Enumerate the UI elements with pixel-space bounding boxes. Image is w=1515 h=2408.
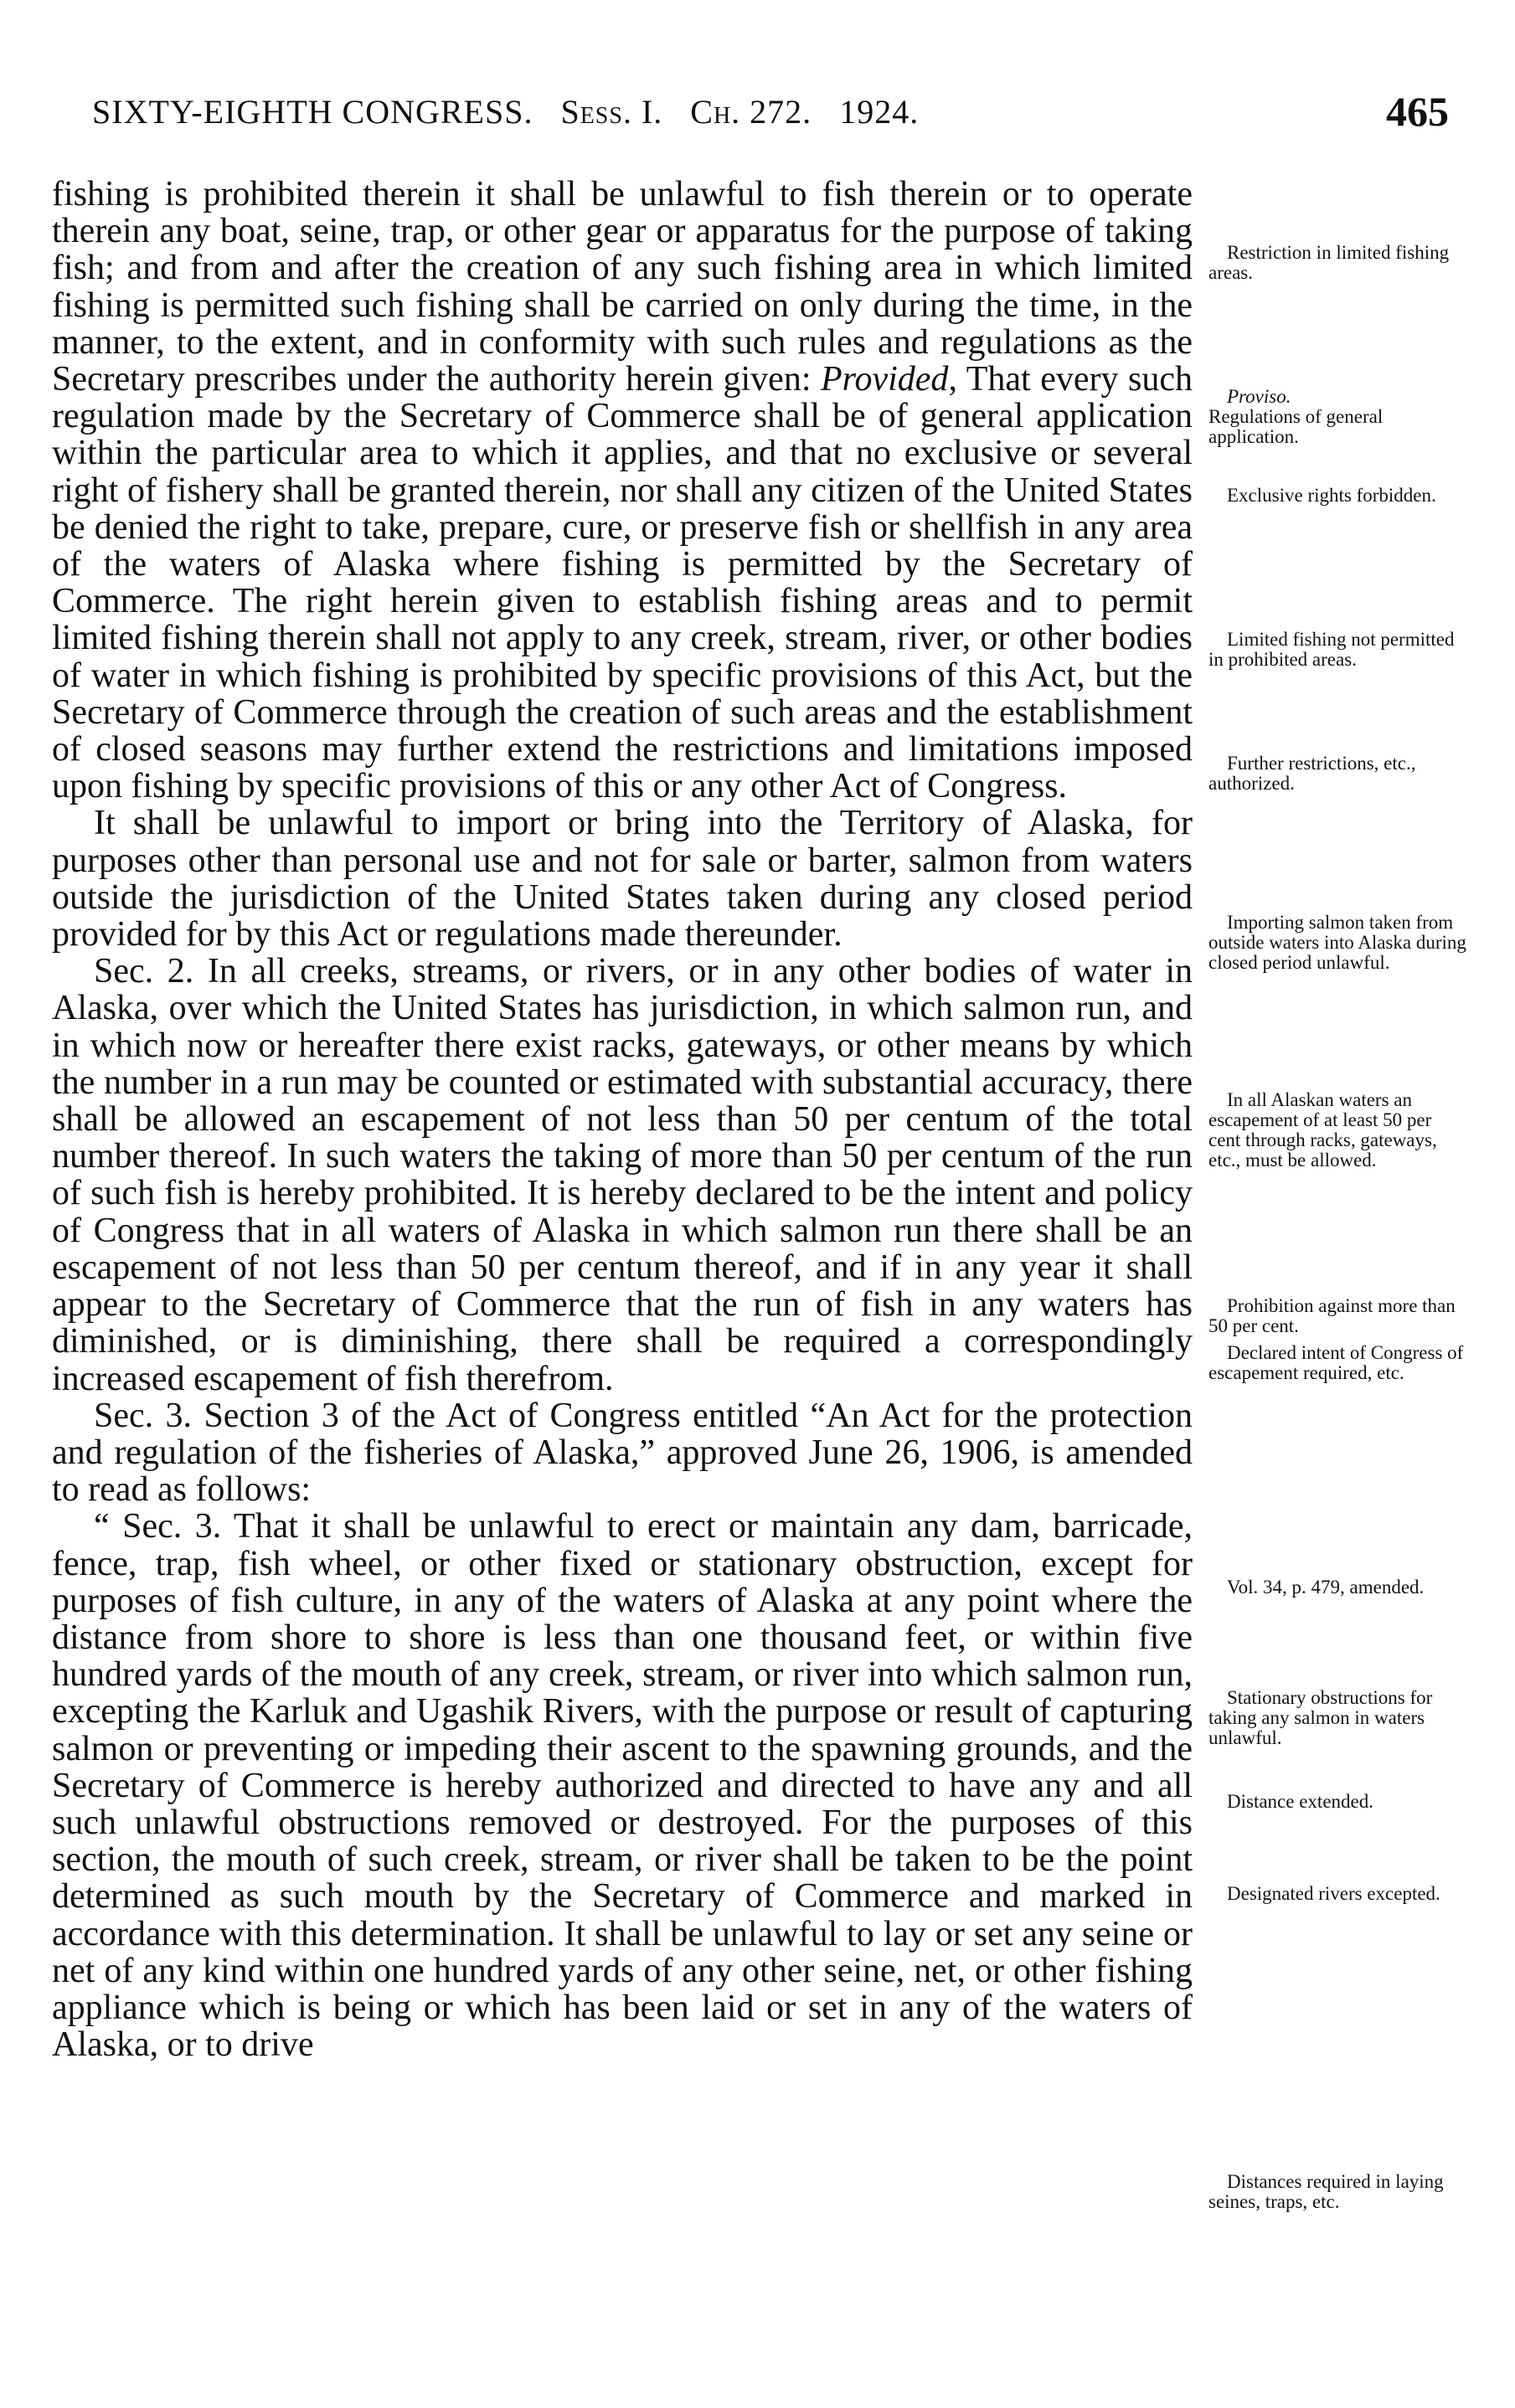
margin-note: Designated rivers excepted. <box>1227 1883 1440 1904</box>
header-citation <box>92 92 937 131</box>
margin-note: Exclusive rights forbidden. <box>1227 485 1436 506</box>
margin-note: Stationary obstructions for taking any salmon in waters unlawful. <box>1208 1687 1433 1748</box>
proviso-note-label: Proviso. <box>1227 386 1291 407</box>
paragraph-continuation <box>52 176 1193 805</box>
margin-note: Distance extended. <box>1227 1791 1373 1812</box>
proviso-label: Provided <box>821 360 949 399</box>
running-header <box>92 88 1449 142</box>
paragraph-sec-3-intro: Sec. 3. Section 3 of the Act of Congress entitled “An Act for the protection and regulation of the fisheries of Alaska,” approved June 26, 1906, is amended to read as follows: <box>52 1396 1193 1510</box>
header-session: Sess. I. <box>560 93 663 131</box>
paragraph-sec-3-amended: “ Sec. 3. That it shall be unlawful to erect or maintain any dam, barricade, fence, trap, fish wheel, or other fixed or stationary obstruction, except for purposes of fish culture, in any of the waters of Alaska at any point where the distance from shore to shore is less than one thousand feet, or within five hundred yards of the mouth of any creek, stream, or river into which salmon run, excepting the Karluk and Ugashik Rivers, with the purpose or result of capturing salmon or preventing or impeding their ascent to the spawning grounds, and the Secretary of Commerce is hereby authorized and directed to have any and all such unlawful obstructions removed or destroyed. For the purposes of this section, the mouth of such creek, stream, or river shall be taken to be the point determined as such mouth by the Secretary of Commerce and marked in accordance with this determination. It shall be unlawful to lay or set any seine or net of any kind within one hundred yards of any other seine, net, or other fishing appliance which is being or which has been laid or set in any of the waters of Alaska, or to drive <box>52 1507 1193 2065</box>
margin-note: Importing salmon taken from outside waters into Alaska during closed period unlawful. <box>1208 912 1466 973</box>
margin-note: In all Alaskan waters an escapement of at least 50 per cent through racks, gateways, etc., must be allowed. <box>1208 1089 1437 1171</box>
margin-note: Restriction in limited fishing areas. <box>1208 242 1450 283</box>
paragraph-sec-2: Sec. 2. In all creeks, streams, or rivers, or in any other bodies of water in Alaska, over which the United States has jurisdiction, in which salmon run, and in which now or hereafter there exist racks, gateways, or other means by which the number in a run may be counted or estimated with substantial accuracy, there shall be allowed an escapement of not less than 50 per centum of the total number thereof. In such waters the taking of more than 50 per centum of the run of such fish is hereby prohibited. It is hereby declared to be the intent and policy of Congress that in all waters of Alaska in which salmon run there shall be an escapement of not less than 50 per centum thereof, and if in any year it shall appear to the Secretary of Commerce that the run of fish in any waters has diminished, or is diminishing, there shall be required a correspondingly increased escapement of fish therefrom. <box>52 952 1193 1398</box>
margin-note: Distances required in laying seines, traps, etc. <box>1208 2171 1444 2212</box>
margin-note: Limited fishing not permitted in prohibited areas. <box>1208 629 1455 670</box>
header-chapter: Ch. 272. <box>690 93 812 131</box>
statute-text <box>52 176 1193 2063</box>
header-year: 1924. <box>839 93 920 131</box>
header-congress: SIXTY-EIGHTH CONGRESS. <box>92 93 533 131</box>
margin-note: Declared intent of Congress of escapement required, etc. <box>1208 1342 1464 1383</box>
margin-note: Vol. 34, p. 479, amended. <box>1227 1577 1425 1598</box>
margin-note: Further restrictions, etc., authorized. <box>1208 753 1416 794</box>
paragraph-text: fishing is prohibited therein it shall be unlawful to fish therein or to operate therein any boat, seine, trap, or other gear or apparatus for the purpose of taking fish; and from and after the creation of any such fishing area in which limited fishing is permitted such fishing shall be carried on only during the time, in the manner, to the extent, and in conformity with such rules and regulations as the Secretary prescribes under the authority herein given: <box>52 175 1193 399</box>
paragraph-import-prohibition: It shall be unlawful to import or bring into the Territory of Alaska, for purposes other than personal use and not for sale or barter, salmon from waters outside the jurisdiction of the United States taken during any closed period provided for by this Act or regulations made thereunder. <box>52 804 1193 954</box>
margin-note: Prohibition against more than 50 per cent. <box>1208 1295 1456 1336</box>
margin-note: Proviso. Regulations of general application. <box>1208 386 1384 447</box>
paragraph-text: , That every such regulation made by the Secretary of Commerce shall be of general application within the particular area to which it applies, and that no exclusive or several right of fishery shall be granted therein, nor shall any citizen of the United States be denied the right to take, prepare, cure, or preserve fish or shellfish in any area of the waters of Alaska where fishing is permitted by the Secretary of Commerce. The right herein given to establish fishing areas and to permit limited fishing therein shall not apply to any creek, stream, river, or other bodies of water in which fishing is prohibited by specific provisions of this Act, but the Secretary of Commerce through the creation of such areas and the establishment of closed seasons may further extend the restrictions and limitations imposed upon fishing by specific provisions of this or any other Act of Congress. <box>52 360 1193 806</box>
page-number: 465 <box>1386 88 1449 135</box>
